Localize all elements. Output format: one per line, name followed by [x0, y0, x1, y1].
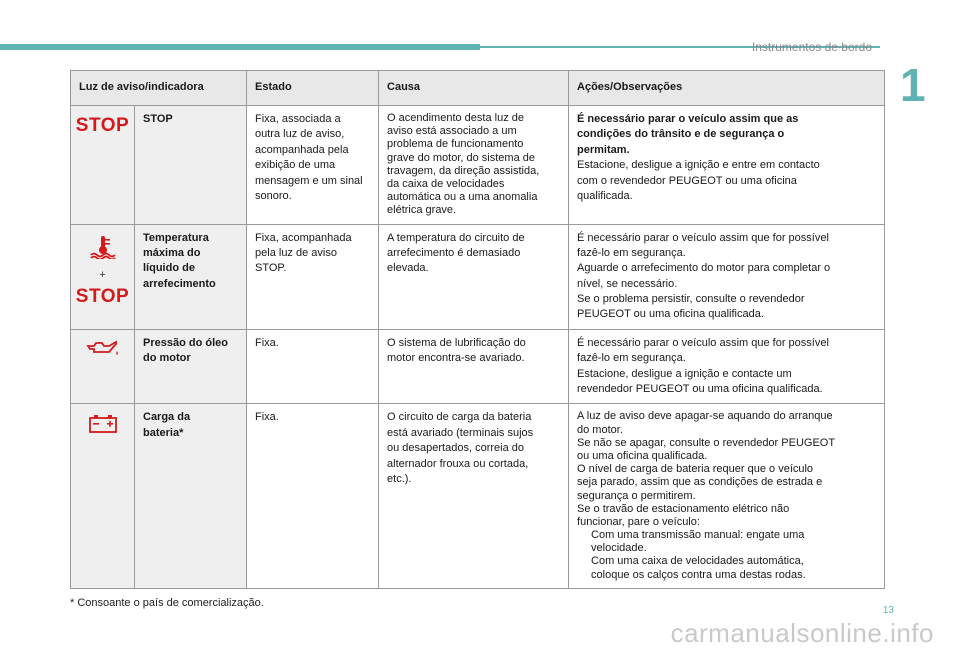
page-number: 13 — [882, 605, 894, 616]
list-item: Com uma caixa de velocidades automática, coloque os calços contra uma destas rodas. — [577, 555, 876, 581]
column-header-actions: Ações/Observações — [569, 71, 885, 106]
oil-pressure-icon — [86, 340, 120, 358]
footnote: * Consoante o país de comercialização. — [70, 597, 264, 609]
battery-icon — [88, 414, 118, 434]
light-name: Temperatura máxima do líquido de arrefecimento — [135, 224, 247, 329]
arrow-bullet-icon — [577, 529, 591, 555]
column-header-cause: Causa — [379, 71, 569, 106]
light-name: Pressão do óleo do motor — [135, 329, 247, 404]
stop-icon: STOP — [75, 115, 130, 136]
state-cell: Fixa, acompanhada pela luz de aviso STOP. — [247, 224, 379, 329]
table-row — [71, 106, 885, 225]
icon-cell — [71, 329, 135, 404]
icon-cell — [71, 224, 135, 329]
chapter-number: 1 — [900, 59, 926, 111]
header-accent-bar — [0, 44, 480, 50]
icon-cell — [71, 404, 135, 588]
coolant-temperature-icon — [90, 235, 116, 259]
column-header-light: Luz de aviso/indicadora — [71, 71, 247, 106]
light-name: STOP — [135, 106, 247, 225]
actions-cell: É necessário parar o veículo assim que as condições do trânsito e de segurança o permitam. Estacione, desligue a ignição e entre em contacto com o revendedor PEUGEOT ou uma oficina qualificada. — [569, 106, 885, 225]
table-row — [71, 329, 885, 404]
watermark-logo: carmanualsonline.info — [670, 618, 934, 648]
cause-cell: O circuito de carga da bateria está avariado (terminais sujos ou desapertados, correia do alternador frouxa ou cortada, etc.). — [379, 404, 569, 588]
section-title: Instrumentos de bordo — [751, 40, 872, 54]
actions-cell: É necessário parar o veículo assim que for possível fazê-lo em segurança. Estacione, desligue a ignição e contacte um revendedor PEUGEOT ou uma oficina qualificada. — [569, 329, 885, 404]
light-name: Carga da bateria* — [135, 404, 247, 588]
table-header-row — [71, 71, 885, 106]
actions-cell: É necessário parar o veículo assim que for possível fazê-lo em segurança. Aguarde o arrefecimento do motor para completar o nível, se necessário. Se o problema persistir, consulte o revendedor PEUGEOT ou uma oficina qualificada. — [569, 224, 885, 329]
table-row — [71, 404, 885, 588]
arrow-bullet-icon — [577, 555, 591, 581]
table-row — [71, 224, 885, 329]
warning-lights-table — [70, 70, 885, 589]
plus-sign: + — [99, 268, 106, 281]
state-cell: Fixa. — [247, 404, 379, 588]
state-cell: Fixa. — [247, 329, 379, 404]
cause-cell: A temperatura do circuito de arrefecimento é demasiado elevada. — [379, 224, 569, 329]
list-item: Com uma transmissão manual: engate uma velocidade. — [577, 529, 876, 555]
cause-cell: O sistema de lubrificação do motor encontra-se avariado. — [379, 329, 569, 404]
stop-icon: STOP — [75, 286, 130, 308]
actions-cell: A luz de aviso deve apagar-se aquando do arranque do motor. Se não se apagar, consulte o revendedor PEUGEOT ou uma oficina qualificada. O nível de carga de bateria requer que o veículo seja parado, assim que as condições de estrada e segurança o permitirem. Se o travão de estacionamento elétrico não funcionar, pare o veículo: Com uma transmissão manual: engate uma velocidade. Com uma caixa de velocidades automática, coloque os calços contra uma destas rodas. — [569, 404, 885, 588]
cause-cell: O acendimento desta luz de aviso está associado a um problema de funcionamento grave do motor, do sistema de travagem, da direção assistida, da caixa de velocidades automática ou a uma anomalia elétrica grave. — [379, 106, 569, 225]
column-header-state: Estado — [247, 71, 379, 106]
state-cell: Fixa, associada a outra luz de aviso, acompanhada pela exibição de uma mensagem e um sinal sonoro. — [247, 106, 379, 225]
icon-cell — [71, 106, 135, 225]
